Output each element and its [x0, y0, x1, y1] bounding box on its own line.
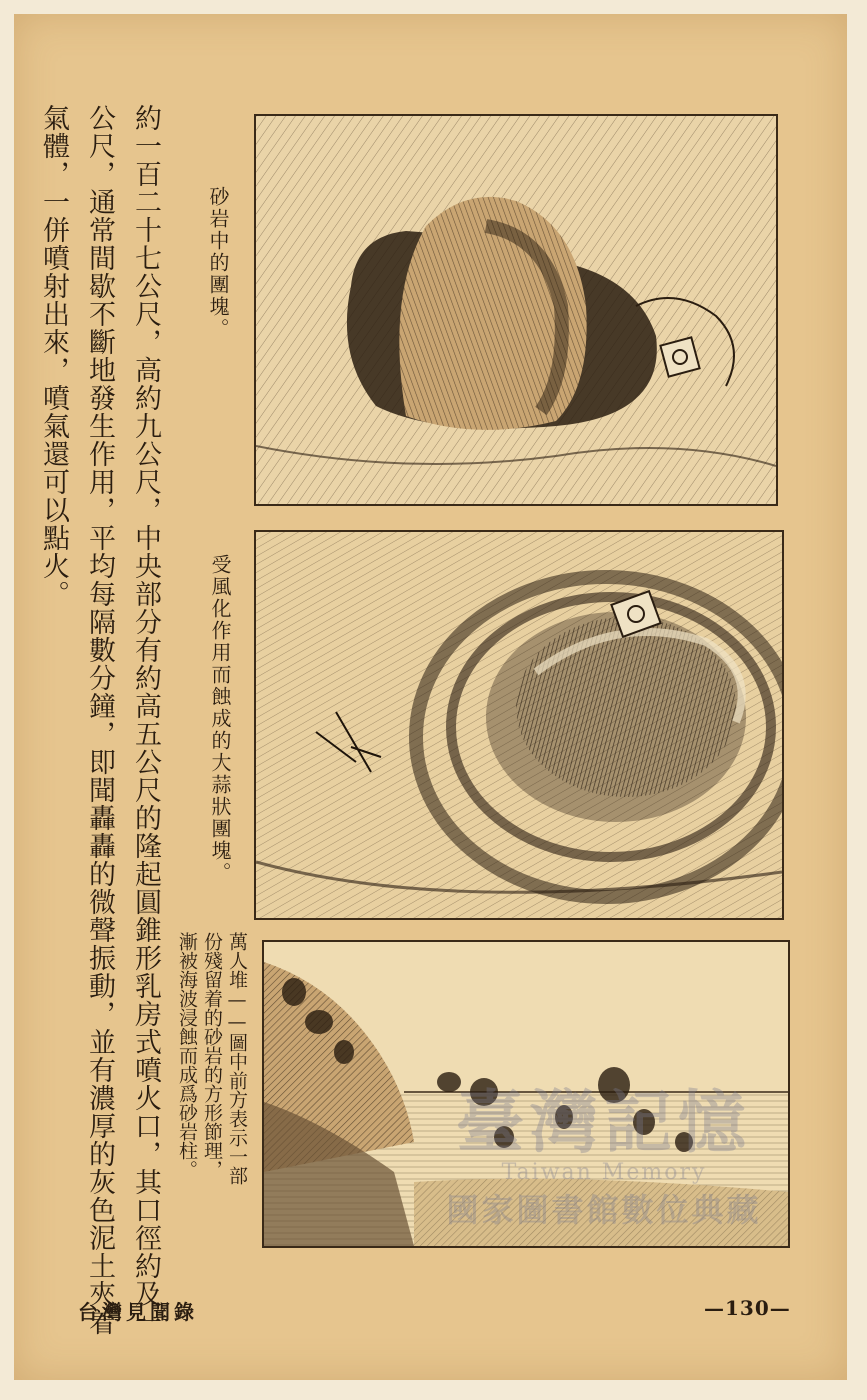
figure-1-caption: 砂岩中的團塊。 — [206, 186, 230, 340]
figure-2-illustration — [254, 530, 784, 920]
body-text-column-3: 氣體，一併噴射出來，噴氣還可以點火。 — [38, 104, 69, 608]
book-title-footer: 台灣見聞錄 — [78, 1300, 198, 1324]
watermark-sub-text: 國家圖書館數位典藏 — [446, 1191, 762, 1229]
page-number: —130— — [704, 1296, 791, 1320]
figure-3-caption-line-3: 漸被海波浸蝕而成爲砂岩柱。 — [176, 932, 198, 1179]
watermark-english-text: Taiwan Memory — [501, 1160, 707, 1185]
book-page — [14, 14, 847, 1380]
figure-2-caption: 受風化作用而蝕成的大蒜狀團塊。 — [208, 554, 232, 884]
watermark-main-text: 臺灣記憶 — [455, 1083, 752, 1163]
figure-3-illustration — [262, 940, 790, 1248]
body-text-column-1: 約一百二十七公尺，高約九公尺，中央部分有約高五公尺的隆起圓錐形乳房式噴火口，其口徑約及一 — [130, 104, 161, 1336]
figure-3-caption-line-1: 萬人堆——圖中前方表示一部 — [226, 932, 248, 1185]
body-text-column-2: 公尺，通常間歇不斷地發生作用，平均每隔數分鐘，即聞轟轟的微聲振動，並有濃厚的灰色泥土夾着 — [84, 104, 115, 1336]
figure-3-caption-line-2: 份殘留着的砂岩的方形節理， — [201, 932, 223, 1179]
figure-1-illustration — [254, 114, 778, 506]
